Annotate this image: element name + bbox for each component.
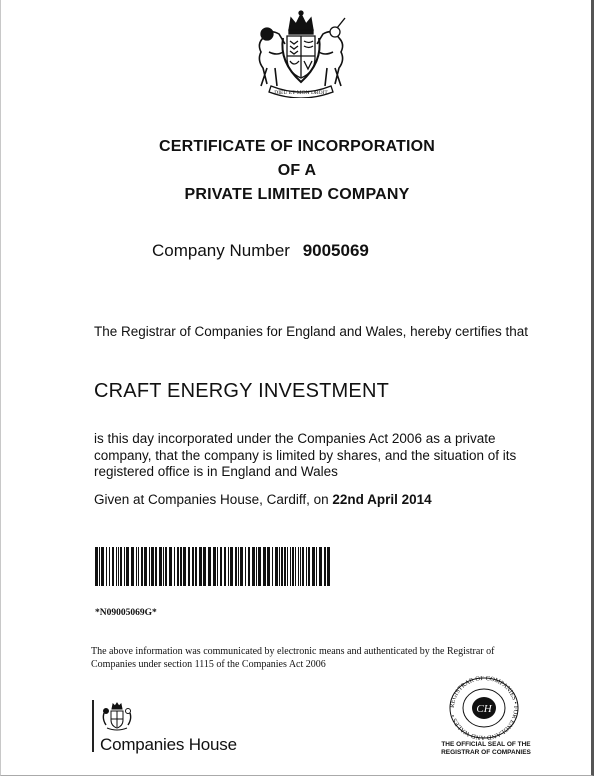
barcode-bar xyxy=(188,547,190,586)
barcode-bar xyxy=(159,547,162,586)
certificate-title-line3: PRIVATE LIMITED COMPANY xyxy=(184,186,410,203)
barcode-bar xyxy=(141,547,143,586)
barcode-bar xyxy=(312,547,315,586)
barcode-bar xyxy=(292,547,294,586)
barcode-bar xyxy=(248,547,250,586)
barcode-bar xyxy=(263,547,266,586)
barcode-bar xyxy=(298,547,299,586)
company-number-label: Company Number xyxy=(152,241,290,260)
barcode-bar xyxy=(258,547,261,586)
barcode-bar xyxy=(155,547,157,586)
barcode-bar xyxy=(228,547,229,586)
barcode-bar xyxy=(290,547,291,586)
barcode-bar xyxy=(245,547,246,586)
barcode-bar xyxy=(112,547,114,586)
barcode-bar xyxy=(109,547,110,586)
certificate-title-line1: CERTIFICATE OF INCORPORATION xyxy=(158,138,436,155)
barcode-bar xyxy=(300,547,301,586)
barcode-bar xyxy=(126,547,129,586)
company-number-value: 9005069 xyxy=(302,241,369,260)
barcode xyxy=(95,547,330,586)
barcode-bar xyxy=(203,547,206,586)
barcode-bar xyxy=(213,547,216,586)
barcode-bar xyxy=(177,547,179,586)
barcode-bar xyxy=(252,547,255,586)
barcode-bar xyxy=(99,547,100,586)
barcode-bar xyxy=(217,547,218,586)
barcode-bar xyxy=(256,547,257,586)
barcode-bar xyxy=(131,547,134,586)
barcode-bar xyxy=(195,547,197,586)
barcode-bar xyxy=(199,547,202,586)
barcode-bar xyxy=(101,547,104,586)
barcode-bar xyxy=(120,547,122,586)
barcode-bar xyxy=(324,547,326,586)
barcode-bar xyxy=(163,547,164,586)
barcode-bar xyxy=(136,547,137,586)
barcode-bar xyxy=(174,547,175,586)
barcode-bar xyxy=(279,547,280,586)
barcode-bar xyxy=(316,547,317,586)
incorporation-statement: is this day incorporated under the Companies Act 2006 as a private company, that the company is limited by shares, and the situation of its registered office is in England and Wales xyxy=(94,431,517,479)
barcode-bar xyxy=(118,547,119,586)
barcode-bar xyxy=(267,547,270,586)
incorporation-date: 22nd April 2014 xyxy=(332,492,432,507)
logo-divider xyxy=(92,700,94,752)
given-prefix: Given at Companies House, Cardiff, on xyxy=(94,492,329,507)
royal-coat-of-arms-icon xyxy=(249,8,353,98)
barcode-bar xyxy=(169,547,172,586)
seal-ring-text: REGISTRAR OF COMPANIES • FOR ENGLAND AND WALES • xyxy=(448,676,520,740)
certificate-title-line2: OF A xyxy=(277,162,317,179)
company-name: CRAFT ENERGY INVESTMENT xyxy=(94,380,390,402)
seal-monogram: CH xyxy=(476,703,492,715)
barcode-bar xyxy=(106,547,107,586)
barcode-bar xyxy=(272,547,273,586)
barcode-bar xyxy=(144,547,147,586)
barcode-bar xyxy=(95,547,98,586)
authentication-footnote: The above information was communicated by electronic means and authenticated by the Registrar of Companies under section 1115 of the Companies Act 2006 xyxy=(91,646,495,670)
company-number-row xyxy=(152,241,369,261)
motto-text: DIEU ET MON DROIT xyxy=(274,90,328,96)
companies-house-name: Companies House xyxy=(100,735,237,754)
barcode-bar xyxy=(284,547,286,586)
barcode-bar xyxy=(138,547,139,586)
barcode-bar xyxy=(306,547,307,586)
barcode-bar xyxy=(240,547,243,586)
barcode-bar xyxy=(224,547,226,586)
barcode-bar xyxy=(238,547,239,586)
barcode-text: *N09005069G* xyxy=(95,608,157,618)
barcode-bar xyxy=(287,547,288,586)
companies-house-crest-icon xyxy=(100,701,134,731)
barcode-bar xyxy=(149,547,150,586)
barcode-bar xyxy=(180,547,182,586)
barcode-bar xyxy=(319,547,322,586)
barcode-bar xyxy=(208,547,211,586)
registrar-statement: The Registrar of Companies for England and Wales, hereby certifies that xyxy=(94,324,528,339)
barcode-bar xyxy=(295,547,296,586)
seal-caption-line2: REGISTRAR OF COMPANIES xyxy=(441,749,531,756)
barcode-bar xyxy=(192,547,194,586)
barcode-bar xyxy=(124,547,125,586)
barcode-bar xyxy=(308,547,310,586)
seal-caption xyxy=(436,741,536,757)
given-at-line xyxy=(94,492,432,507)
seal-caption-line1: THE OFFICIAL SEAL OF THE xyxy=(441,741,531,748)
official-seal-icon xyxy=(446,676,522,740)
barcode-bar xyxy=(275,547,278,586)
barcode-bar xyxy=(151,547,154,586)
barcode-bar xyxy=(281,547,283,586)
barcode-bar xyxy=(116,547,117,586)
barcode-bar xyxy=(327,547,330,586)
barcode-bar xyxy=(183,547,186,586)
barcode-bar xyxy=(235,547,237,586)
barcode-bar xyxy=(220,547,222,586)
barcode-bar xyxy=(230,547,233,586)
barcode-bar xyxy=(302,547,304,586)
barcode-bar xyxy=(165,547,167,586)
